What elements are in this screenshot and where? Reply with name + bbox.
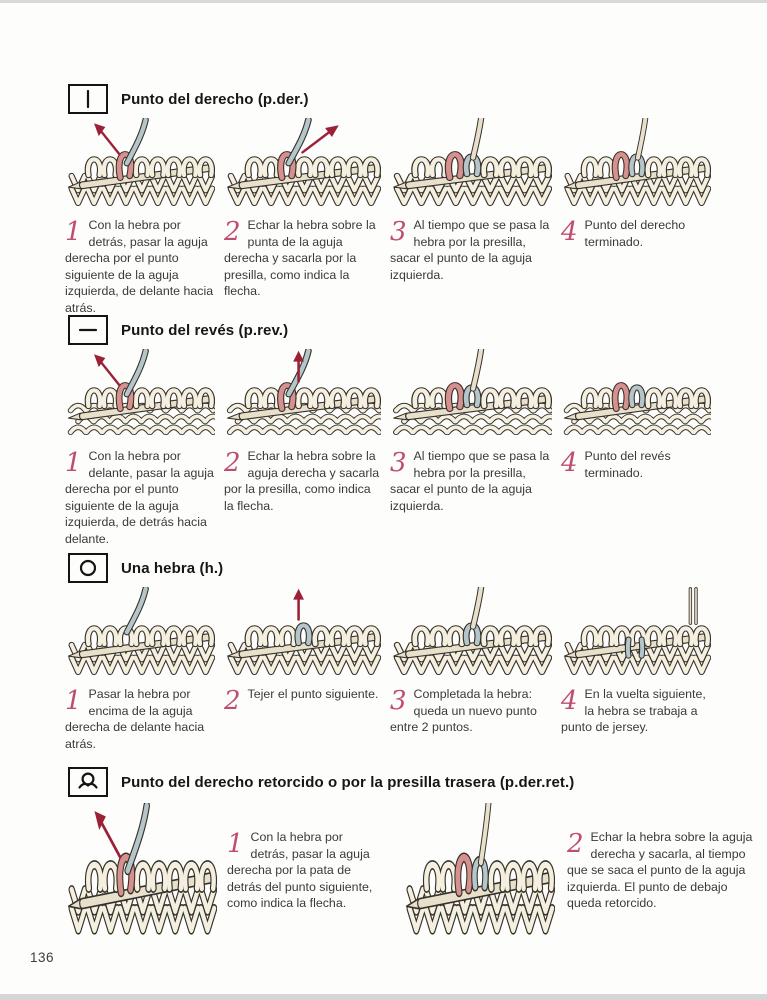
- scan-edge-bottom: [0, 994, 767, 1000]
- step-caption: [65, 686, 215, 752]
- scan-edge-top: [0, 0, 767, 3]
- step-caption: [561, 217, 711, 250]
- section-una-hebra: [65, 553, 725, 752]
- step-text: Al tiempo que se pasa la hebra por la presilla, sacar el punto de la aguja izquierda.: [390, 218, 550, 282]
- step-number: 1: [65, 217, 82, 247]
- step-text: Punto del derecho terminado.: [584, 218, 686, 249]
- knitting-diagram: [65, 587, 215, 682]
- step-text: En la vuelta siguiente, la hebra se trabaja a punto de jersey.: [561, 687, 706, 734]
- page-number: 136: [30, 950, 55, 965]
- step-number: 3: [390, 217, 407, 247]
- knitting-diagram: [403, 803, 555, 945]
- step-2: [224, 118, 381, 316]
- knitting-diagram: [65, 349, 215, 444]
- step-1: [65, 349, 215, 547]
- twisted-knit-symbol-box: [68, 767, 108, 797]
- knitting-diagram: [224, 587, 381, 682]
- illustration-punto-del-derecho-step-4: [561, 118, 711, 213]
- step-number: 4: [561, 686, 578, 716]
- step-number: 1: [227, 829, 244, 859]
- section-punto-del-derecho-retorcido: [65, 767, 753, 945]
- knitting-diagram: [390, 587, 552, 682]
- step-4: [561, 118, 711, 316]
- step-2: [224, 587, 381, 752]
- step-caption: [561, 686, 711, 736]
- step-3: [390, 118, 552, 316]
- steps-row: [65, 801, 753, 945]
- purl-symbol-box: [68, 315, 108, 345]
- section-punto-del-derecho: [65, 84, 725, 316]
- steps-row: [65, 349, 725, 547]
- step-number: 4: [561, 448, 578, 478]
- section-header: [68, 315, 725, 345]
- step-caption: [65, 448, 215, 547]
- illustration-punto-del-reves-step-1: [65, 349, 215, 444]
- illustration-una-hebra-step-4: [561, 587, 711, 682]
- step-1: [65, 587, 215, 752]
- section-header: [68, 84, 725, 114]
- illustration-una-hebra-step-1: [65, 587, 215, 682]
- knitting-diagram: [561, 349, 711, 444]
- knitting-diagram: [224, 118, 381, 213]
- step-caption: [224, 686, 381, 716]
- illustration-punto-del-derecho-retorcido-step-1: [65, 803, 217, 945]
- step-number: 1: [65, 686, 82, 716]
- step-number: 2: [224, 448, 241, 478]
- step-caption: [65, 217, 215, 316]
- step-caption: [390, 686, 552, 736]
- step-4: [561, 587, 711, 752]
- illustration-punto-del-reves-step-2: [224, 349, 381, 444]
- step-text: Tejer el punto siguiente.: [247, 687, 379, 701]
- step-text: Echar la hebra sobre la aguja derecha y sacarla por la presilla, como indica la flecha.: [224, 449, 380, 513]
- yarnover-symbol-icon: [76, 557, 100, 579]
- step-number: 3: [390, 448, 407, 478]
- section-punto-del-reves: [65, 315, 725, 547]
- steps-row: [65, 118, 725, 316]
- illustration-punto-del-derecho-step-2: [224, 118, 381, 213]
- step-text: Con la hebra por detrás, pasar la aguja derecha por la pata de detrás del punto siguiente, como indica la flecha.: [227, 830, 373, 910]
- step-1: [65, 118, 215, 316]
- section-title: Punto del revés (p.rev.): [121, 321, 289, 339]
- step-3: [390, 587, 552, 752]
- step-text: Con la hebra por delante, pasar la aguja derecha por el punto siguiente de la aguja izquierda, de detrás hacia delante.: [65, 449, 214, 546]
- step-number: 2: [224, 686, 241, 716]
- step-number: 2: [224, 217, 241, 247]
- step-caption: [390, 217, 552, 283]
- knitting-diagram: [561, 587, 711, 682]
- yarnover-symbol-box: [68, 553, 108, 583]
- step-text: Echar la hebra sobre la aguja derecha y sacarla, al tiempo que se saca el punto de la aguja izquierda. El punto de debajo queda retorcido.: [567, 830, 753, 910]
- knitting-diagram: [390, 349, 552, 444]
- step-caption: [224, 217, 381, 300]
- step-caption: [561, 448, 711, 481]
- step-caption: [390, 448, 552, 514]
- illustration-punto-del-reves-step-4: [561, 349, 711, 444]
- step-text: Pasar la hebra por encima de la aguja derecha de delante hacia atrás.: [65, 687, 205, 751]
- section-title: Una hebra (h.): [121, 559, 224, 577]
- knitting-diagram: [65, 803, 217, 945]
- step-4: [561, 349, 711, 547]
- illustration-una-hebra-step-3: [390, 587, 552, 682]
- knit-symbol-icon: [76, 88, 100, 110]
- illustration-punto-del-derecho-retorcido-step-2: [403, 803, 555, 945]
- knitting-diagram: [224, 349, 381, 444]
- illustration-punto-del-derecho-step-1: [65, 118, 215, 213]
- section-header: [68, 553, 725, 583]
- illustration-punto-del-reves-step-3: [390, 349, 552, 444]
- section-title: Punto del derecho retorcido o por la presilla trasera (p.der.ret.): [121, 773, 575, 791]
- knitting-diagram: [390, 118, 552, 213]
- step-2: [224, 349, 381, 547]
- section-header: [68, 767, 725, 797]
- section-title: Punto del derecho (p.der.): [121, 90, 309, 108]
- step-text: Al tiempo que se pasa la hebra por la presilla, sacar el punto de la aguja izquierda.: [390, 449, 550, 513]
- purl-symbol-icon: [76, 319, 100, 341]
- step-text: Echar la hebra sobre la punta de la aguja derecha y sacarla por la presilla, como indica la flecha.: [224, 218, 376, 298]
- knitting-diagram: [65, 118, 215, 213]
- knit-symbol-box: [68, 84, 108, 114]
- step-text: Completada la hebra: queda un nuevo punto entre 2 puntos.: [390, 687, 537, 734]
- step-caption: [227, 829, 377, 912]
- illustration-punto-del-derecho-step-3: [390, 118, 552, 213]
- step-3: [390, 349, 552, 547]
- step-number: 1: [65, 448, 82, 478]
- step-text: Punto del revés terminado.: [584, 449, 671, 480]
- twisted-knit-symbol-icon: [76, 771, 100, 793]
- step-number: 4: [561, 217, 578, 247]
- step-caption: [567, 829, 762, 912]
- step-number: 2: [567, 829, 584, 859]
- illustration-una-hebra-step-2: [224, 587, 381, 682]
- step-number: 3: [390, 686, 407, 716]
- step-caption: [224, 448, 381, 514]
- step-text: Con la hebra por detrás, pasar la aguja derecha por el punto siguiente de la aguja izquierda, de delante hacia atrás.: [65, 218, 214, 315]
- steps-row: [65, 587, 725, 752]
- knitting-diagram: [561, 118, 711, 213]
